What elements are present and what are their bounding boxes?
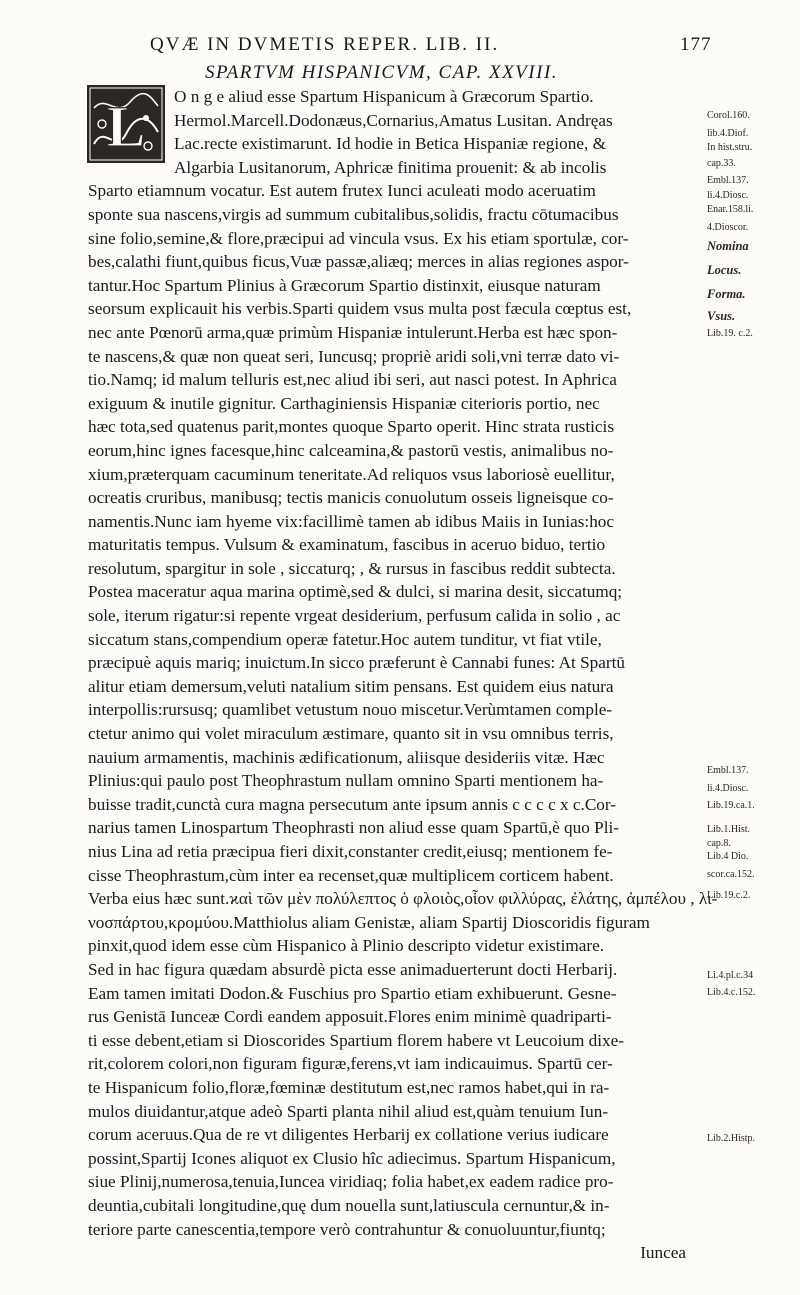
- running-head-title: QVÆ IN DVMETIS REPER. LIB. II.: [150, 34, 500, 55]
- margin-note: Lib.1.Hist.: [707, 824, 751, 835]
- text-line: sponte sua nascens,virgis ad summum cubitalibus,solidis, fractu cōtumacibus: [88, 204, 619, 224]
- text-line: ocreatis cruribus, manibusq; tectis manicis conuolutum osseis ligneisque co-: [88, 488, 614, 508]
- margin-note: Nomina: [707, 239, 749, 253]
- text-line: narius tamen Linospartum Theophrasti non aliud esse quam Spartū,è quo Pli-: [88, 818, 619, 838]
- text-line: Postea maceratur aqua marina optimè,sed & dulci, si marina desit, siccatumq;: [88, 582, 623, 602]
- text-line: siue Plinij,numerosa,tenuia,Iuncea viridiaq; folia habet,ex eadem radice pro-: [88, 1172, 614, 1192]
- text-line: sine folio,semine,& flore,præcipui ad vincula vsus. Ex his etiam sportulæ, cor-: [88, 228, 629, 248]
- chapter-heading: SPARTVM HISPANICVM, CAP. XXVIII.: [205, 62, 559, 83]
- text-line: ctetur animo qui volet miraculum æstimare, quanto sit in vsu omnibus terris,: [88, 724, 614, 744]
- body-text: [88, 85, 718, 1265]
- margin-note: Lib.2.Histp.: [707, 1133, 756, 1144]
- text-line: maturitatis tempus. Vulsum & examinatum, fascibus in aceruo biduo, tertio: [88, 535, 606, 555]
- text-line: corum aceruus.Qua de re vt diligentes Herbarij ex collatione verius iudicare: [88, 1125, 609, 1145]
- text-line: teriore parte canescentia,tempore verò contrahuntur & conuoluuntur,fiuntq;: [88, 1219, 606, 1239]
- margin-note: li.4.Diosc.: [707, 783, 749, 794]
- text-line: præcipuè aquis mariq; inuictum.In sicco præferunt è Cannabi funes: At Spartū: [88, 653, 625, 673]
- text-line: deuntia,cubitali longitudine,quę dum nouella sunt,latiuscula cernuntur,& in-: [88, 1195, 610, 1215]
- margin-note: lib.4.Diof.: [707, 128, 749, 139]
- margin-note: Locus.: [707, 263, 742, 277]
- text-line: cisse Theophrastum,cùm inter ea recenset,quæ multiplicem corticem habent.: [88, 865, 614, 885]
- margin-note: Lib.19. c.2.: [707, 328, 753, 339]
- text-line: Algarbia Lusitanorum, Aphricæ finitima prouenit: & ab incolis: [174, 157, 607, 177]
- margin-note: Lib.19.c.2.: [707, 890, 751, 901]
- text-line: hæc tota,sed quatenus parit,montes quoque Sparto operit. Hinc strata rusticis: [88, 417, 615, 437]
- margin-note: In hist.stru.: [707, 142, 753, 153]
- text-line: Hermol.Marcell.Dodonæus,Cornarius,Amatus Lusitan. Andręas: [174, 110, 613, 130]
- text-line: siccatum stans,compendium operæ fatetur.Hoc autem tunditur, vt fiat vtile,: [88, 629, 602, 649]
- margin-note: cap.33.: [707, 158, 736, 169]
- text-line: ti esse debent,etiam si Dioscorides Spartium florem habere vt Leucoium dixe-: [88, 1030, 625, 1050]
- text-line: rus Genistā Iunceæ Cordi eandem apposuit.Flores enim minimè quadriparti-: [88, 1007, 612, 1027]
- text-line: alitur etiam demersum,veluti natalium sitim pensans. Est quidem eius natura: [88, 676, 614, 696]
- margin-note: Corol.160.: [707, 110, 750, 121]
- margin-note: Embl.137.: [707, 175, 749, 186]
- text-line: eorum,hinc ignes facesque,hinc calceamina,& pastorū vestis, animalibus no-: [88, 440, 614, 460]
- text-line: Iuncea: [640, 1243, 686, 1263]
- text-line: nius Lina ad retia præcipua fieri dixit,constanter credit,eiusq; mentionem fe-: [88, 842, 613, 861]
- margin-note: Forma.: [707, 287, 746, 301]
- margin-note: Li.4.pl.c.34: [707, 970, 754, 981]
- page-number: 177: [680, 34, 712, 55]
- margin-note: Embl.137.: [707, 765, 749, 776]
- margin-note: li.4.Diosc.: [707, 190, 749, 201]
- text-line: seorsum explicauit his verbis.Sparti quidem vsus multa post fæcula cœptus est,: [88, 299, 632, 319]
- text-line: Eam tamen imitati Dodon.& Fuschius pro Spartio etiam exhibuerunt. Gesne-: [88, 983, 617, 1003]
- text-line: Verba eius hæc sunt.ϰαὶ τῶν μὲν πολύλεπτος ὁ φλοιὸς,οἷον φιλλύρας, ἐλάτης, ἀμπέλου , λι-: [88, 889, 718, 909]
- text-line: nec ante Pœnorū arma,quæ primùm Hispaniæ intulerunt.Herba est hæc spon-: [88, 322, 618, 342]
- text-line: resolutum, spargitur in sole , siccaturq; , & rursus in fascibus reddit subtecta.: [88, 558, 616, 578]
- text-line: nauium armamentis, machinis ædificationum, aliisque desideriis vitæ. Hæc: [88, 747, 605, 767]
- margin-note: Lib.4 Dio.: [707, 851, 749, 862]
- text-line: Plinius:qui paulo post Theophrastum nullam omnino Sparti mentionem ha-: [88, 771, 604, 791]
- text-line: possint,Spartij Icones aliquot ex Clusio hîc adiecimus. Spartum Hispanicum,: [88, 1148, 616, 1168]
- margin-note: scor.ca.152.: [707, 869, 755, 880]
- text-line: rit,colorem colori,non figuram figuræ,ferens,vt iam indicauimus. Spartū cer-: [88, 1054, 613, 1074]
- margin-note: Lib.4.c.152.: [707, 987, 756, 998]
- text-line: sole, iterum rigatur:si repente vrgeat desiderium, perfusum calida in solio , ac: [88, 606, 621, 626]
- initial-glyph: L: [106, 94, 146, 159]
- text-line: te Hispanicum folio,floræ,fœminæ destitutum est,nec ramos habet,qui in ra-: [88, 1077, 610, 1097]
- text-line: Sparto etiamnum vocatur. Est autem frutex Iunci aculeati modo aceruatim: [88, 181, 596, 201]
- margin-note: Vsus.: [707, 309, 736, 323]
- text-line: O n g e aliud esse Spartum Hispanicum à Græcorum Spartio.: [174, 87, 594, 106]
- margin-note: 4.Dioscor.: [707, 222, 749, 233]
- margin-note: cap.8.: [707, 838, 731, 849]
- text-line: Lac.recte existimarunt. Id hodie in Betica Hispaniæ regione, &: [174, 134, 606, 154]
- text-line: tantur.Hoc Spartum Plinius à Græcorum Spartio distinxit, eiusque naturam: [88, 275, 601, 295]
- text-line: xium,præterquam cacuminum teneritate.Ad reliquos vsus laboriosè euellitur,: [88, 464, 615, 484]
- text-line: namentis.Nunc iam hyeme vix:facillimè tamen ab idibus Maiis in Iunias:hoc: [88, 511, 615, 531]
- margin-note: Enar.158.li.: [707, 204, 754, 215]
- text-line: bes,calathi fiunt,quibus ficus,Vuæ passæ,aliæq; merces in alias regiones aspor-: [88, 252, 629, 272]
- text-line: tio.Namq; id malum telluris est,nec aliud ibi seri, aut nasci potest. In Aphrica: [88, 370, 617, 390]
- text-line: exiguum & inutile gignitur. Carthaginiensis Hispaniæ citerioris portio, nec: [88, 393, 600, 413]
- running-head: [150, 34, 710, 56]
- text-line: Sed in hac figura quædam absurdè picta esse animaduerterunt docti Herbarij.: [88, 959, 618, 979]
- text-line: buisse tradit,cunctà cura magna persecutum ante ipsum annis c c c c x c.Cor-: [88, 794, 616, 814]
- margin-note: Lib.19.ca.1.: [707, 800, 755, 811]
- text-line: pinxit,quod idem esse cùm Hispanico à Plinio descripto videtur existimare.: [88, 936, 605, 956]
- text-line: νοσπάρτου,κρομύου.Matthiolus aliam Genistæ, aliam Spartij Dioscoridis figuram: [88, 912, 650, 932]
- text-line: interpollis:rursusq; quamlibet vetustum nouo miscetur.Verùmtamen comple-: [88, 700, 613, 720]
- text-line: te nascens,& quæ non queat seri, Iuncusq; propriè aridi soli,vni terræ dato vi-: [88, 346, 620, 366]
- text-line: mulos diuidantur,atque adeò Sparti planta nihil aliud est,quàm tenuium Iun-: [88, 1101, 609, 1121]
